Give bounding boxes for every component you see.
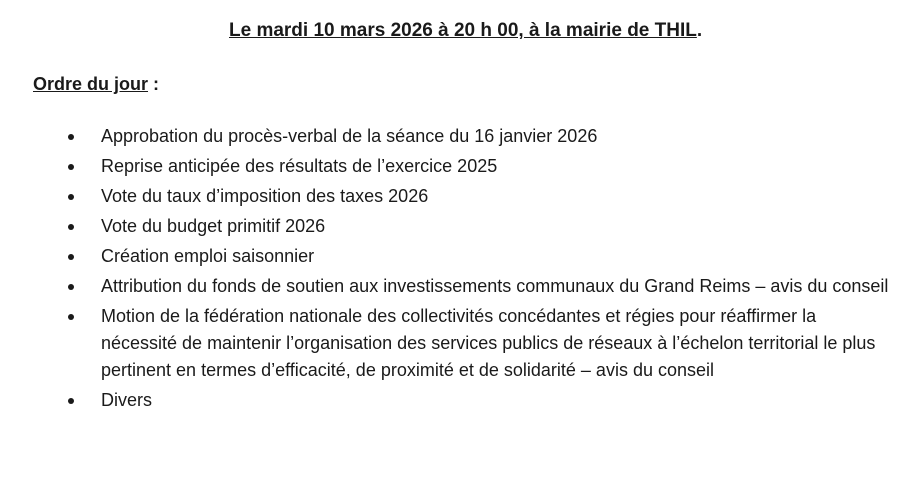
meeting-heading [229,20,702,42]
agenda-item-seasonal-job [0,243,905,270]
bullet-icon [68,224,74,230]
agenda-item-support-fund [0,273,905,300]
agenda-title-label: Ordre du jour [33,74,149,94]
bullet-icon [68,314,74,320]
agenda-item-results-carryover [0,153,905,180]
bullet-icon [68,164,74,170]
agenda-item-federation-motion [0,303,905,384]
bullet-icon [68,254,74,260]
agenda-item-misc [0,387,905,414]
agenda-item-budget-vote [0,213,905,240]
agenda-item-tax-rates [0,183,905,210]
meeting-date-location: Le mardi 10 mars 2026 à 20 h 00, à la mairie de THIL [229,20,697,41]
agenda-item-text: Vote du taux d’imposition des taxes 2026 [101,186,429,206]
agenda-item-text: Divers [101,390,153,410]
agenda-item-text: Attribution du fonds de soutien aux investissements communaux du Grand Reims – avis du conseil [101,276,889,296]
bullet-icon [68,398,74,404]
heading-period: . [696,20,703,41]
agenda-title-colon: : [148,74,160,94]
bullet-icon [68,284,74,290]
agenda-title [33,74,159,95]
agenda-item-text: Reprise anticipée des résultats de l’exercice 2025 [101,156,498,176]
agenda-item-text: Motion de la fédération nationale des collectivités concédantes et régies pour réaffirmer la nécessité de maintenir l’organisation des services publics de réseaux à l’échelon territorial le plus pertinent en termes d’efficacité, de proximité et de solidarité – avis du conseil [101,306,876,380]
agenda-item-text: Approbation du procès-verbal de la séance du 16 janvier 2026 [101,126,598,146]
agenda-item-text: Vote du budget primitif 2026 [101,216,326,236]
agenda-item-text: Création emploi saisonnier [101,246,315,266]
agenda-list [0,123,905,417]
bullet-icon [68,134,74,140]
bullet-icon [68,194,74,200]
agenda-item-minutes-approval [0,123,905,150]
